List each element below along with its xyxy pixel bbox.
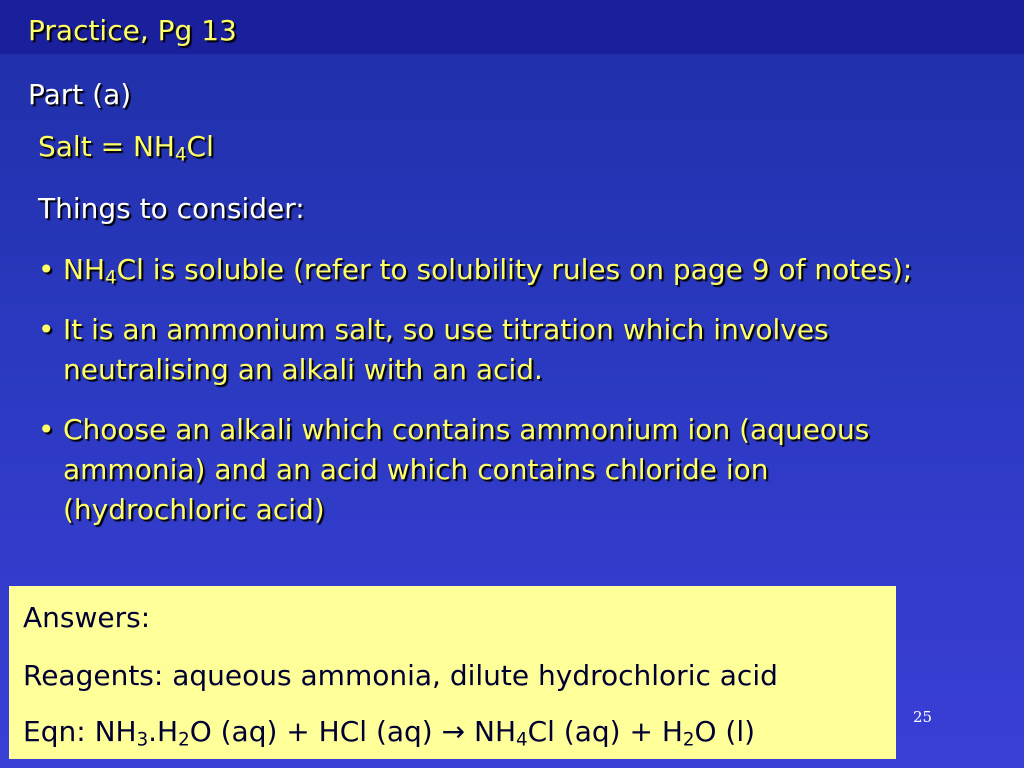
bullet-text: It is an ammonium salt, so use titration which involves neutralising an alkali with an acid. <box>63 313 829 386</box>
equation-label: Eqn: <box>23 715 86 748</box>
list-item <box>38 250 938 290</box>
answers-box <box>9 586 896 759</box>
equation-part: Cl (aq) + H <box>527 715 683 748</box>
bullet-text: Choose an alkali which contains ammonium ion (aqueous ammonia) and an acid which contains chloride ion (hydrochloric acid) <box>63 413 870 526</box>
list-item <box>38 310 938 390</box>
list-item <box>38 410 938 530</box>
answers-title: Answers: <box>23 601 151 634</box>
bullet-icon: • <box>38 413 55 446</box>
reagents-line <box>23 648 896 704</box>
salt-formula <box>38 130 214 166</box>
things-to-consider-heading: Things to consider: <box>38 192 305 225</box>
bullet-formula-prefix: NH <box>63 253 105 286</box>
bullet-formula-subscript: 4 <box>105 267 117 289</box>
equation-part: NH <box>94 715 137 748</box>
reagents-label: Reagents: <box>23 659 164 692</box>
slide-title: Practice, Pg 13 <box>28 14 237 47</box>
equation-subscript: 4 <box>516 729 528 751</box>
bullet-text-body: Cl is soluble (refer to solubility rules on page 9 of notes); <box>116 253 913 286</box>
part-label: Part (a) <box>28 78 132 111</box>
reagents-text: aqueous ammonia, dilute hydrochloric acid <box>172 659 778 692</box>
equation-subscript: 3 <box>136 729 149 751</box>
equation-subscript: 2 <box>178 729 190 751</box>
bullet-text <box>63 253 913 289</box>
consider-list <box>38 250 938 550</box>
equation-part: O (aq) + HCl (aq) → NH <box>189 715 516 748</box>
bullet-icon: • <box>38 313 55 346</box>
salt-prefix: Salt = NH <box>38 130 175 163</box>
salt-subscript: 4 <box>174 144 187 166</box>
equation-part: O (l) <box>694 715 756 748</box>
equation-part: .H <box>148 715 179 748</box>
salt-suffix: Cl <box>186 130 214 163</box>
bullet-icon: • <box>38 253 55 286</box>
equation-subscript: 2 <box>682 729 695 751</box>
page-number: 25 <box>913 708 933 726</box>
equation-line <box>23 704 896 760</box>
